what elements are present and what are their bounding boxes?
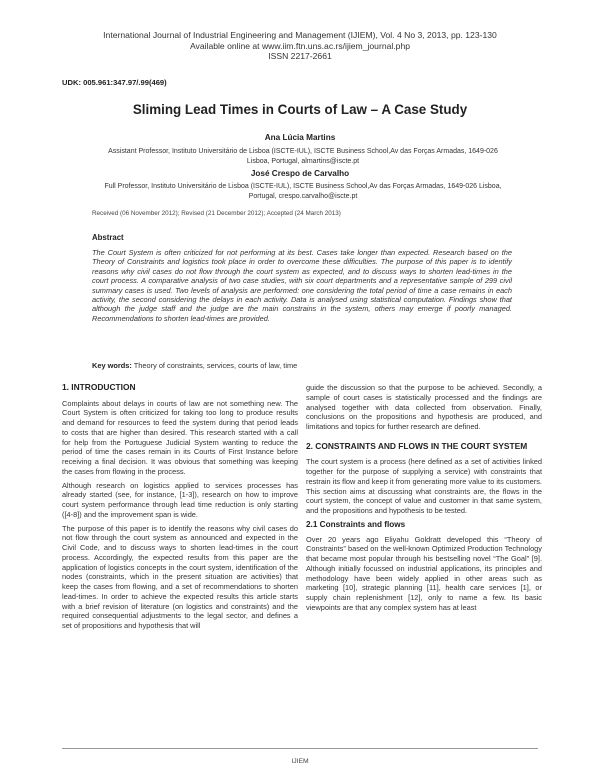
author-affiliation-2: Full Professor, Instituto Universitário de Lisboa (ISCTE-IUL), ISCTE Business School,Av das Forças Armadas, 1649-026 Lisboa, Portugal, crespo.carvalho@iscte.pt [104, 183, 502, 200]
author-name-1: Ana Lúcia Martins [264, 133, 336, 142]
keywords-label: Key words: [92, 361, 132, 370]
abstract-text: The Court System is often criticized for not performing at its best. Cases take longer than expected. Research based on the Theory of Constraints and logistics took place in order to overcome these difficulties. The purpose of this paper is to identify reasons why civil cases do not flow through the court system as expected, and to discuss ways to shorten lead-times in the court process. A comparative analysis of two case studies, with six court departments and a representative sample of 299 civil summary cases is used. Two levels of analysis are performed: one considering the total period of time a case remains in each activity, the second considering the delays in each activity. Data is analysed using statistical computation. Findings show that although the judge staff and the judge are the main constrains in the system, others may emerge if poorly managed. Recommendations to shorten lead-times are provided. [92, 248, 512, 323]
subsection-heading-constraints-flows: 2.1 Constraints and flows [306, 519, 406, 529]
online-line: Available online at www.iim.ftn.uns.ac.rs/ijiem_journal.php [189, 40, 411, 51]
issn-line: ISSN 2217-2661 [268, 51, 332, 62]
footer-rule [62, 748, 538, 749]
left-column [62, 382, 298, 635]
section-heading-constraints: 2. CONSTRAINTS AND FLOWS IN THE COURT SYSTEM [306, 440, 528, 451]
paragraph: Although research on logistics applied to services processes has already started (see, for instance, [1-3]), research on how to improve court system performance through lead time reduction is only starting ([4-8]) and the improvement span is wide. [62, 480, 298, 519]
right-column [306, 383, 542, 617]
paragraph: The purpose of this paper is to identify the reasons why civil cases do not flow through the court system as announced and expected in the Civil Code, and to discuss ways to shorten lead-times in the court process. Accordingly, the expected results from this paper are the application of logistics concepts in the court system, identification of the nodes (constraints, which in the present situation are activities) that keep the cases from flowing, and a set of recommendations to shorten lead-times. In order to achieve the expected results this article starts with a brief revision of literature (on logistics and constraints) and the required consequential adjustments to the legal sector, and defines a set of propositions and hypothesis that will [62, 523, 298, 630]
author-name-2: José Crespo de Carvalho [250, 169, 350, 178]
paragraph: guide the discussion so that the purpose to be achieved. Secondly, a sample of court cases is statistically processed and the findings are analysed together with data collected from observation. Finally, conclusions on the propositions and hypothesis are produced, and limitations and topics for further research are defined. [306, 383, 542, 431]
paragraph: Complaints about delays in courts of law are not something new. The Court System is often criticized for taking too long to produce results and demand for resources to feed the system during that period leads to costs that are higher than desired. This research started with a call for help from the Portuguese Judicial System wanting to reduce the period of time the cases remain in its Courts of First Instance before receiving a final decision. It was obvious that something was keeping the cases from flowing in the process. [62, 398, 298, 476]
journal-header [0, 30, 600, 62]
udk-code: UDK: 005.961:347.97/.99(469) [62, 78, 167, 87]
paragraph: The court system is a process (here defined as a set of activities linked together for the purpose of supplying a service) with constraints that restrain its flow and keep it from generating more value to its customers. This section aims at discussing what constraints are, the flows in the court system, the concept of value and customer in that same system, and the propositions and hypothesis to be tested. [306, 457, 542, 515]
paragraph: Over 20 years ago Eliyahu Goldratt developed this “Theory of Constraints” based on the well-known Optimized Production Technology that became most popular through his bestselling novel “The Goal” [9]. Although initially focussed on industrial applications, its principles and methodology have been widely applied in other areas such as marketing [10], strategic planning [11], health care services [1], or supply chain replenishment [12], only to name a few. Its basic viewpoints are that any complex system has at least [306, 534, 542, 612]
received-dates: Received (06 November 2012); Revised (21 December 2012); Accepted (24 March 2013) [92, 210, 341, 217]
keywords [92, 361, 522, 370]
footer-journal: IJIEM [291, 758, 309, 765]
journal-line: International Journal of Industrial Engineering and Management (IJIEM), Vol. 4 No 3, 2013, pp. 123-130 [103, 30, 497, 40]
section-heading-introduction: 1. INTRODUCTION [62, 382, 136, 392]
author-affiliation-1: Assistant Professor, Instituto Universitário de Lisboa (ISCTE-IUL), ISCTE Business School,Av das Forças Armadas, 1649-026 Lisboa, Portugal, almartins@iscte.pt [108, 148, 498, 165]
paper-title: Sliming Lead Times in Courts of Law – A Case Study [132, 102, 468, 117]
keywords-text: Theory of constraints, services, courts of law, time [131, 361, 298, 370]
abstract-heading: Abstract [92, 233, 124, 242]
